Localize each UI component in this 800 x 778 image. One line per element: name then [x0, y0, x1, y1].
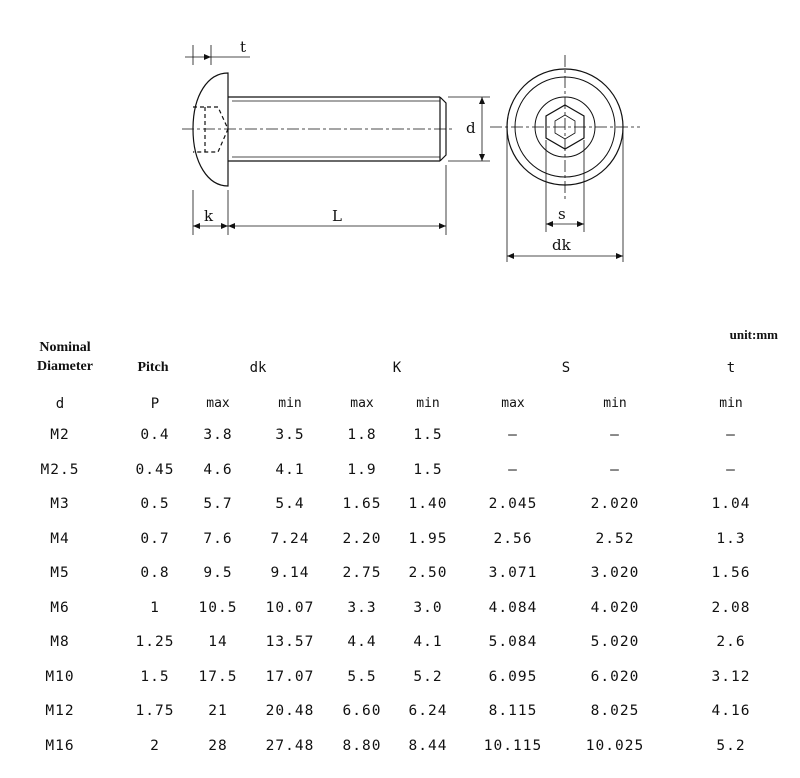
header-S: S	[561, 360, 571, 376]
screw-drawing	[0, 0, 800, 300]
table-cell: 0.5	[140, 496, 170, 512]
screw-diagram	[0, 0, 800, 300]
table-cell: 10.025	[585, 737, 645, 754]
table-cell: 6.24	[408, 703, 448, 719]
table-cell: 4.1	[275, 461, 305, 478]
table-cell: 1.5	[413, 427, 443, 443]
subheader-cell: max	[501, 396, 525, 411]
table-cell: 5.084	[488, 634, 538, 650]
table-cell: 8.44	[408, 737, 448, 754]
table-cell: 8.80	[342, 737, 382, 754]
table-cell: 0.8	[140, 565, 170, 581]
subheader-cell: max	[206, 396, 230, 411]
table-cell: 9.14	[270, 565, 310, 581]
table-cell: 0.7	[140, 530, 170, 547]
table-cell: M8	[50, 634, 70, 650]
table-cell: 2.020	[590, 496, 640, 512]
table-cell: M6	[50, 599, 70, 616]
table-cell: 10.07	[265, 599, 315, 616]
table-cell: 1.56	[711, 565, 751, 581]
table-cell: 1.40	[408, 496, 448, 512]
label-d: d	[466, 119, 476, 137]
table-cell: 27.48	[265, 737, 315, 754]
table-cell: 2.52	[595, 530, 635, 547]
label-dk: dk	[552, 236, 571, 254]
hex-socket-hidden-line	[193, 107, 228, 152]
table-cell: 4.020	[590, 599, 640, 616]
table-cell: 3.3	[347, 599, 377, 616]
table-cell: 2.56	[493, 530, 533, 547]
label-k: k	[204, 207, 214, 225]
table-cell: 5.5	[347, 668, 377, 685]
table-cell: 1.9	[347, 461, 377, 478]
header-t: t	[726, 360, 736, 376]
table-cell: 14	[208, 634, 228, 650]
subheader-cell: min	[603, 396, 627, 411]
unit-label: unit:mm	[729, 327, 778, 342]
table-cell: 2	[150, 737, 160, 754]
table-cell: 4.4	[347, 634, 377, 650]
label-t: t	[240, 38, 247, 56]
table-cell: 1.5	[140, 668, 170, 685]
table-cell: 4.1	[413, 634, 443, 650]
table-cell: –	[610, 427, 620, 443]
table-cell: M2	[50, 427, 70, 443]
table-cell: 3.020	[590, 565, 640, 581]
table-cell: M3	[50, 496, 70, 512]
table-cell: 13.57	[265, 634, 315, 650]
table-cell: M4	[50, 530, 70, 547]
header-pitch: Pitch	[137, 360, 169, 375]
subheader-cell: min	[278, 396, 302, 411]
label-L: L	[332, 207, 342, 225]
table-cell: 10.115	[483, 737, 543, 754]
table-cell: 5.2	[413, 668, 443, 685]
subheader-cell: max	[350, 396, 374, 411]
subheader-cell: d	[55, 396, 65, 412]
label-s: s	[558, 205, 566, 223]
table-cell: 8.115	[488, 703, 538, 719]
table-cell: 1.25	[135, 634, 175, 650]
table-cell: 5.2	[716, 737, 746, 754]
table-cell: 7.6	[203, 530, 233, 547]
table-cell: 4.6	[203, 461, 233, 478]
header-dk: dk	[249, 360, 267, 376]
table-cell: 2.50	[408, 565, 448, 581]
table-cell: 3.5	[275, 427, 305, 443]
table-cell: –	[508, 427, 518, 443]
table-cell: 5.7	[203, 496, 233, 512]
table-cell: 1.3	[716, 530, 746, 547]
header-K: K	[392, 360, 402, 376]
screw-head-side	[193, 73, 228, 186]
table-cell: 4.084	[488, 599, 538, 616]
table-cell: 5.020	[590, 634, 640, 650]
table-cell: –	[726, 461, 736, 478]
table-cell: –	[610, 461, 620, 478]
table-cell: 6.60	[342, 703, 382, 719]
table-cell: 0.45	[135, 461, 175, 478]
table-cell: 17.5	[198, 668, 238, 685]
table-cell: 28	[208, 737, 228, 754]
table-cell: –	[726, 427, 736, 443]
table-cell: 21	[208, 703, 228, 719]
table-cell: 7.24	[270, 530, 310, 547]
table-cell: 6.095	[488, 668, 538, 685]
table-cell: 1.65	[342, 496, 382, 512]
subheader-cell: min	[719, 396, 743, 411]
table-cell: 3.12	[711, 668, 751, 685]
table-cell: 17.07	[265, 668, 315, 685]
table-cell: 8.025	[590, 703, 640, 719]
table-cell: 2.6	[716, 634, 746, 650]
table-cell: M5	[50, 565, 70, 581]
table-cell: M12	[45, 703, 75, 719]
table-cell: 0.4	[140, 427, 170, 443]
table-cell: 2.20	[342, 530, 382, 547]
table-cell: 6.020	[590, 668, 640, 685]
subheader-cell: min	[416, 396, 440, 411]
table-cell: 1.75	[135, 703, 175, 719]
table-cell: 3.071	[488, 565, 538, 581]
table-cell: 2.045	[488, 496, 538, 512]
table-cell: 4.16	[711, 703, 751, 719]
table-cell: M16	[45, 737, 75, 754]
table-cell: 1.5	[413, 461, 443, 478]
table-cell: M2.5	[40, 461, 80, 478]
table-cell: 3.0	[413, 599, 443, 616]
table-cell: M10	[45, 668, 75, 685]
table-cell: 20.48	[265, 703, 315, 719]
table-cell: 2.08	[711, 599, 751, 616]
header-nominal-diameter: Nominal Diameter	[37, 340, 93, 374]
table-cell: 9.5	[203, 565, 233, 581]
table-cell: 2.75	[342, 565, 382, 581]
table-cell: 10.5	[198, 599, 238, 616]
subheader-cell: P	[150, 396, 160, 412]
table-cell: 1.04	[711, 496, 751, 512]
table-cell: 1	[150, 599, 160, 616]
table-cell: –	[508, 461, 518, 478]
table-cell: 1.95	[408, 530, 448, 547]
table-cell: 5.4	[275, 496, 305, 512]
table-cell: 1.8	[347, 427, 377, 443]
table-cell: 3.8	[203, 427, 233, 443]
